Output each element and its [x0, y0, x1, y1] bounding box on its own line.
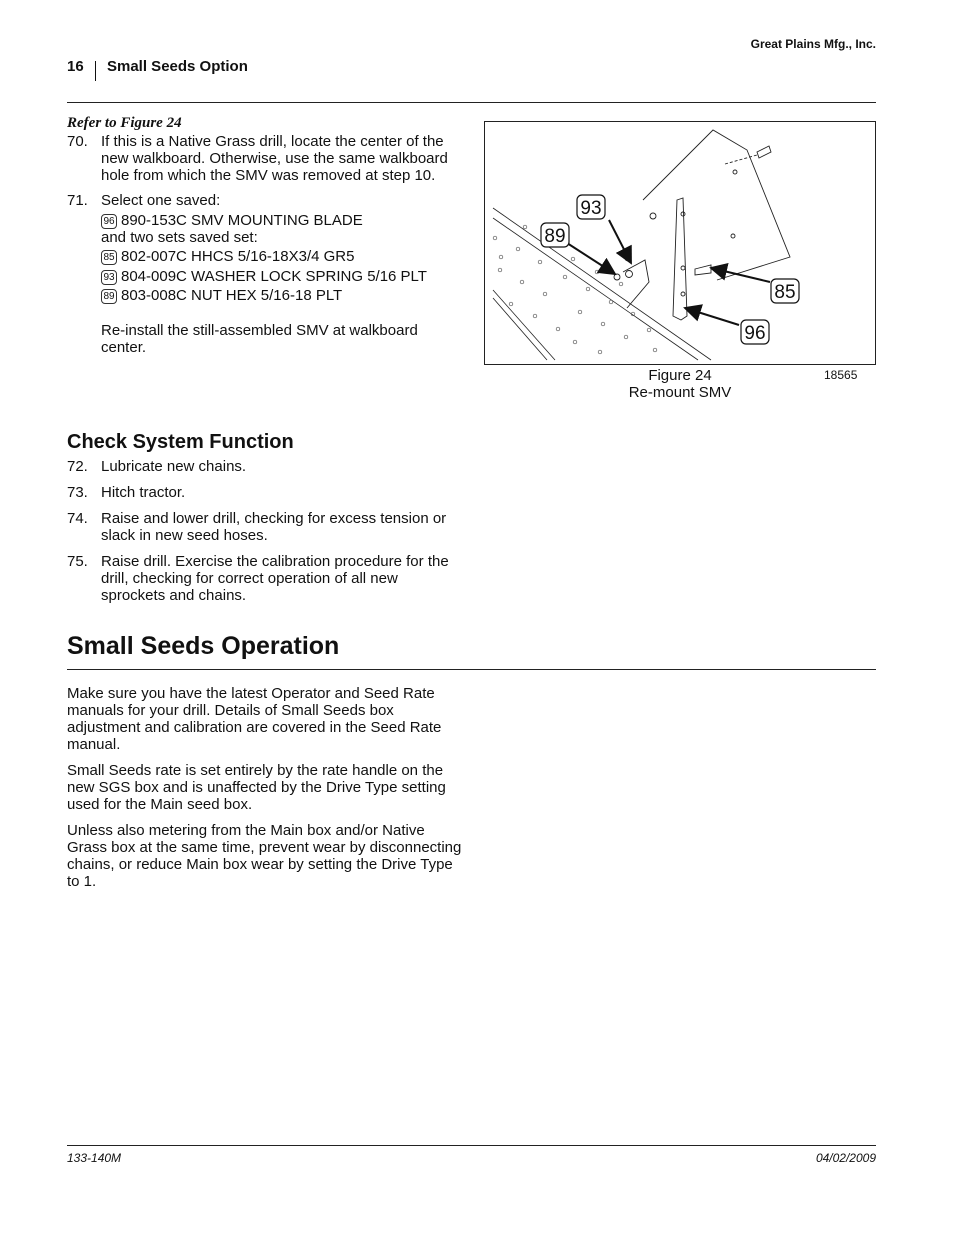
operation-paragraph: Small Seeds rate is set entirely by the rate handle on the new SGS box and is unaffected by the Drive Type setting used for the Main seed box. — [67, 762, 446, 813]
step-text: Hitch tractor. — [101, 484, 186, 501]
figure-reference: Refer to Figure 24 — [67, 115, 182, 131]
check-heading: Check System Function — [67, 431, 294, 453]
callout-85: 85 — [774, 282, 796, 303]
step-text: Select one saved: — [101, 192, 221, 209]
header-divider — [95, 61, 96, 81]
operation-heading: Small Seeds Operation — [67, 632, 340, 660]
footer-doc-number: 133-140M — [67, 1151, 122, 1165]
smv-blade-drawing — [623, 130, 790, 320]
part-number-badge: 93 — [101, 270, 117, 285]
step-number: 75. — [67, 553, 88, 570]
step-text: Raise drill. Exercise the calibration procedure for the drill, checking for correct operation of all new sprockets and chains. — [101, 553, 449, 604]
step-number: 74. — [67, 510, 88, 527]
step-text: Lubricate new chains. — [101, 458, 247, 475]
step-number: 71. — [67, 192, 88, 209]
page-number: 16 — [67, 58, 84, 75]
figure-subtitle: Re-mount SMV — [628, 384, 732, 401]
part-number-badge: 89 — [101, 289, 117, 304]
step-text: Raise and lower drill, checking for excess tension or slack in new seed hoses. — [101, 510, 447, 544]
header-rule — [67, 102, 876, 103]
hardware-drawing — [614, 146, 771, 280]
part-note: and two sets saved set: — [101, 229, 258, 246]
figure-caption — [580, 367, 780, 401]
callout-labels — [541, 195, 799, 344]
operation-paragraph: Unless also metering from the Main box and/or Native Grass box at the same time, prevent wear by disconnecting chains, or reduce Main box wear by setting the Drive Type to 1. — [67, 822, 462, 890]
figure-24 — [484, 121, 876, 365]
callout-96: 96 — [744, 323, 766, 344]
footer-date: 04/02/2009 — [815, 1151, 876, 1165]
part-line — [101, 287, 466, 304]
operation-paragraph: Make sure you have the latest Operator and Seed Rate manuals for your drill. Details of Small Seeds box adjustment and calibration are covered in the Seed Rate manual. — [67, 685, 442, 753]
company-name: Great Plains Mfg., Inc. — [750, 37, 876, 51]
part-line — [101, 212, 466, 229]
step-text: If this is a Native Grass drill, locate the center of the new walkboard. Otherwise, use the same walkboard hole from which the SMV was removed at step 10. — [101, 133, 448, 184]
part-line — [101, 248, 466, 265]
callout-89: 89 — [544, 226, 566, 247]
part-description: 802-007C HHCS 5/16-18X3/4 GR5 — [121, 248, 355, 265]
walkboard-holes — [493, 225, 657, 354]
figure-title: Figure 24 — [648, 367, 712, 384]
part-number-badge: 96 — [101, 214, 117, 229]
section-title: Small Seeds Option — [107, 58, 248, 75]
step-number: 70. — [67, 133, 88, 150]
reinstall-note: Re-install the still-assembled SMV at walkboard center. — [101, 322, 418, 356]
step-number: 73. — [67, 484, 88, 501]
step-number: 72. — [67, 458, 88, 475]
part-description: 803-008C NUT HEX 5/16-18 PLT — [121, 287, 343, 304]
operation-rule — [67, 669, 876, 670]
part-description: 890-153C SMV MOUNTING BLADE — [121, 212, 363, 229]
part-description: 804-009C WASHER LOCK SPRING 5/16 PLT — [121, 268, 427, 285]
callout-93: 93 — [580, 198, 602, 219]
footer-rule — [67, 1145, 876, 1146]
smv-mount-illustration — [485, 122, 875, 364]
figure-id: 18565 — [824, 368, 858, 382]
part-number-badge: 85 — [101, 250, 117, 265]
walkboard-drawing — [493, 122, 711, 360]
part-line — [101, 268, 466, 285]
